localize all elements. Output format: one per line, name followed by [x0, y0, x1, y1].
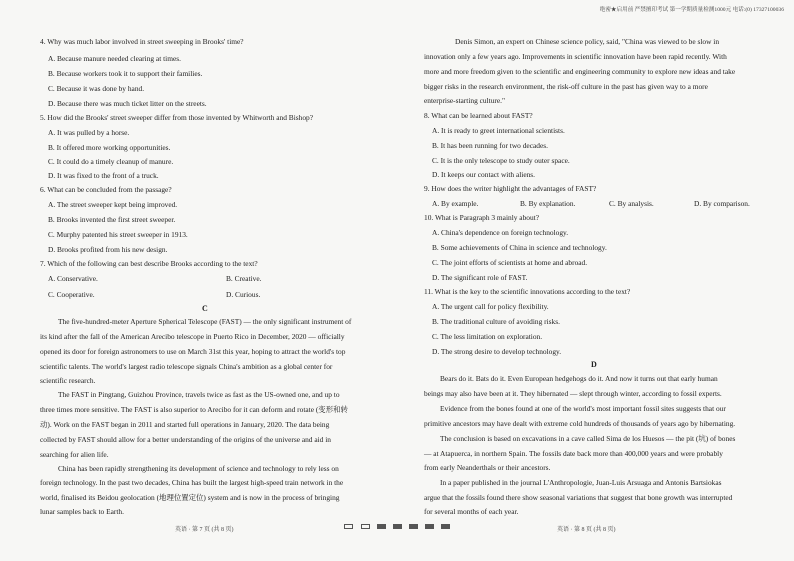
- text-line: foreign technology. In the past two decades, China has built the largest high-speed train network in the: [40, 478, 344, 487]
- text-line: 8. What can be learned about FAST?: [424, 111, 533, 120]
- text-line: C. Murphy patented his street sweeper in 1913.: [48, 230, 188, 239]
- text-line: A. Because manure needed clearing at times.: [48, 54, 181, 63]
- text-line: D. It keeps our contact with aliens.: [432, 170, 536, 179]
- text-line: its kind after the fall of the American Arecibo telescope in Puerto Rico in December, 2020 — officially: [40, 332, 345, 341]
- text-line: C. It is the only telescope to study outer space.: [432, 156, 570, 165]
- text-line: B. Creative.: [226, 274, 262, 283]
- text-line: D. It was fixed to the front of a truck.: [48, 171, 159, 180]
- text-line: for several months of each year.: [424, 507, 519, 516]
- text-line: A. It is ready to greet international scientists.: [432, 126, 565, 135]
- text-line: D. The strong desire to develop technology.: [432, 347, 562, 356]
- text-line: The FAST in Pingtang, Guizhou Province, travels twice as fast as the US-owned one, and up to: [58, 390, 340, 399]
- text-line: 11. What is the key to the scientific innovations according to the text?: [424, 287, 631, 296]
- text-line: A. By example.: [432, 199, 479, 208]
- text-line: A. The urgent call for policy flexibility.: [432, 302, 549, 311]
- text-line: B. Brooks invented the first street sweeper.: [48, 215, 176, 224]
- text-line: 9. How does the writer highlight the advantages of FAST?: [424, 184, 597, 193]
- text-line: C. Because it was done by hand.: [48, 84, 145, 93]
- text-line: B. It has been running for two decades.: [432, 141, 548, 150]
- text-line: 7. Which of the following can best describe Brooks according to the text?: [40, 259, 258, 268]
- text-line: B. By explanation.: [520, 199, 576, 208]
- scan-mark: [425, 524, 434, 529]
- text-line: searching for alien life.: [40, 450, 109, 459]
- text-line: beings may also have been at it. They hibernated — slept through winter, according to fossil experts.: [424, 389, 722, 398]
- text-line: 10. What is Paragraph 3 mainly about?: [424, 213, 540, 222]
- text-line: In a paper published in the journal L'Anthropologie, Juan-Luis Arsuaga and Antonis Bartsiokas: [440, 478, 722, 487]
- text-line: B. The traditional culture of avoiding risks.: [432, 317, 560, 326]
- text-line: Bears do it. Bats do it. Even European hedgehogs do it. And now it turns out that early human: [440, 374, 718, 383]
- text-line: innovation only a few years ago. Improvements in scientific innovation have been rapid recently. With: [424, 52, 727, 61]
- text-line: collected by FAST should allow for a better understanding of the origins of the universe and aid in: [40, 435, 331, 444]
- text-line: bigger risks in the research environment, the risk-off culture in the past has given way to a more: [424, 82, 708, 91]
- text-line: C. By analysis.: [609, 199, 654, 208]
- text-line: enterprise-starting culture.": [424, 96, 505, 105]
- text-line: lunar samples back to Earth.: [40, 507, 124, 516]
- text-line: 6. What can be concluded from the passage?: [40, 185, 172, 194]
- section-heading: C: [202, 304, 208, 313]
- text-line: Denis Simon, an expert on Chinese science policy, said, "China was viewed to be slow in: [455, 37, 720, 46]
- page-header: 绝密★启用前 严禁擅印考试 第一学期质量检测1000元 电话:(0) 17327100036: [599, 7, 784, 13]
- text-line: more and more freedom given to the scientific and engineering community to explore new ideas and take: [424, 67, 736, 76]
- scan-mark: [361, 524, 370, 529]
- footer-left: 英语 · 第 7 页 (共 8 页): [175, 527, 234, 533]
- text-line: world, finalised its Beidou geolocation (地理位置定位) system and is now in the process of bringing: [40, 493, 340, 502]
- text-line: opened its door for foreign astronomers to use on March 31st this year, hoping to attract the world's top: [40, 347, 346, 356]
- section-heading: D: [591, 360, 597, 369]
- text-line: China has been rapidly strengthening its development of science and technology to rely less on: [58, 464, 339, 473]
- text-line: B. It offered more working opportunities.: [48, 143, 171, 152]
- text-line: A. It was pulled by a horse.: [48, 128, 130, 137]
- text-line: D. By comparison.: [694, 199, 750, 208]
- text-line: A. The street sweeper kept being improved.: [48, 200, 178, 209]
- scan-mark: [377, 524, 386, 529]
- text-line: The five-hundred-meter Aperture Spherical Telescope (FAST) — the only significant instrument of: [58, 317, 352, 326]
- text-line: D. Because there was much ticket litter on the streets.: [48, 99, 207, 108]
- scan-mark: [441, 524, 450, 529]
- text-line: 动). Work on the FAST began in 2011 and started full operations in January, 2020. The data being: [40, 420, 330, 429]
- text-line: argue that the fossils found there show seasonal variations that suggest that bone growth was interrupted: [424, 493, 733, 502]
- text-line: — at Atapuerca, in northern Spain. The fossils date back more than 400,000 years and were probably: [424, 449, 723, 458]
- text-line: scientific talents. The world's largest radio telescope signals China's ambition as a global center for: [40, 362, 333, 371]
- text-line: B. Some achievements of China in science and technology.: [432, 243, 607, 252]
- scan-mark: [409, 524, 418, 529]
- scan-mark: [393, 524, 402, 529]
- text-line: C. Cooperative.: [48, 290, 95, 299]
- text-line: primitive ancestors may have dealt with extreme cold hundreds of thousands of years ago by hibernating.: [424, 419, 736, 428]
- text-line: D. Curious.: [226, 290, 261, 299]
- text-line: D. The significant role of FAST.: [432, 273, 528, 282]
- footer-right: 英语 · 第 8 页 (共 8 页): [557, 527, 616, 533]
- text-line: A. China's dependence on foreign technology.: [432, 228, 569, 237]
- text-line: 5. How did the Brooks' street sweeper differ from those invented by Whitworth and Bishop?: [40, 113, 314, 122]
- text-line: A. Conservative.: [48, 274, 98, 283]
- text-line: C. The joint efforts of scientists at home and abroad.: [432, 258, 588, 267]
- text-line: Evidence from the bones found at one of the world's most important fossil sites suggests that our: [440, 404, 726, 413]
- text-line: B. Because workers took it to support their families.: [48, 69, 203, 78]
- text-line: scientific research.: [40, 376, 96, 385]
- text-line: C. The less limitation on exploration.: [432, 332, 543, 341]
- text-line: The conclusion is based on excavations in a cave called Sima de los Huesos — the pit (坑) of bones: [440, 434, 736, 443]
- scan-mark: [344, 524, 353, 529]
- text-line: 4. Why was much labor involved in street sweeping in Brooks' time?: [40, 37, 244, 46]
- text-line: C. It could do a timely cleanup of manure.: [48, 157, 174, 166]
- text-line: three times more sensitive. The FAST is also superior to Arecibo for it can deform and rotate (变形和转: [40, 405, 348, 414]
- text-line: from early Neanderthals or their ancestors.: [424, 463, 551, 472]
- text-line: D. Brooks profited from his new design.: [48, 245, 168, 254]
